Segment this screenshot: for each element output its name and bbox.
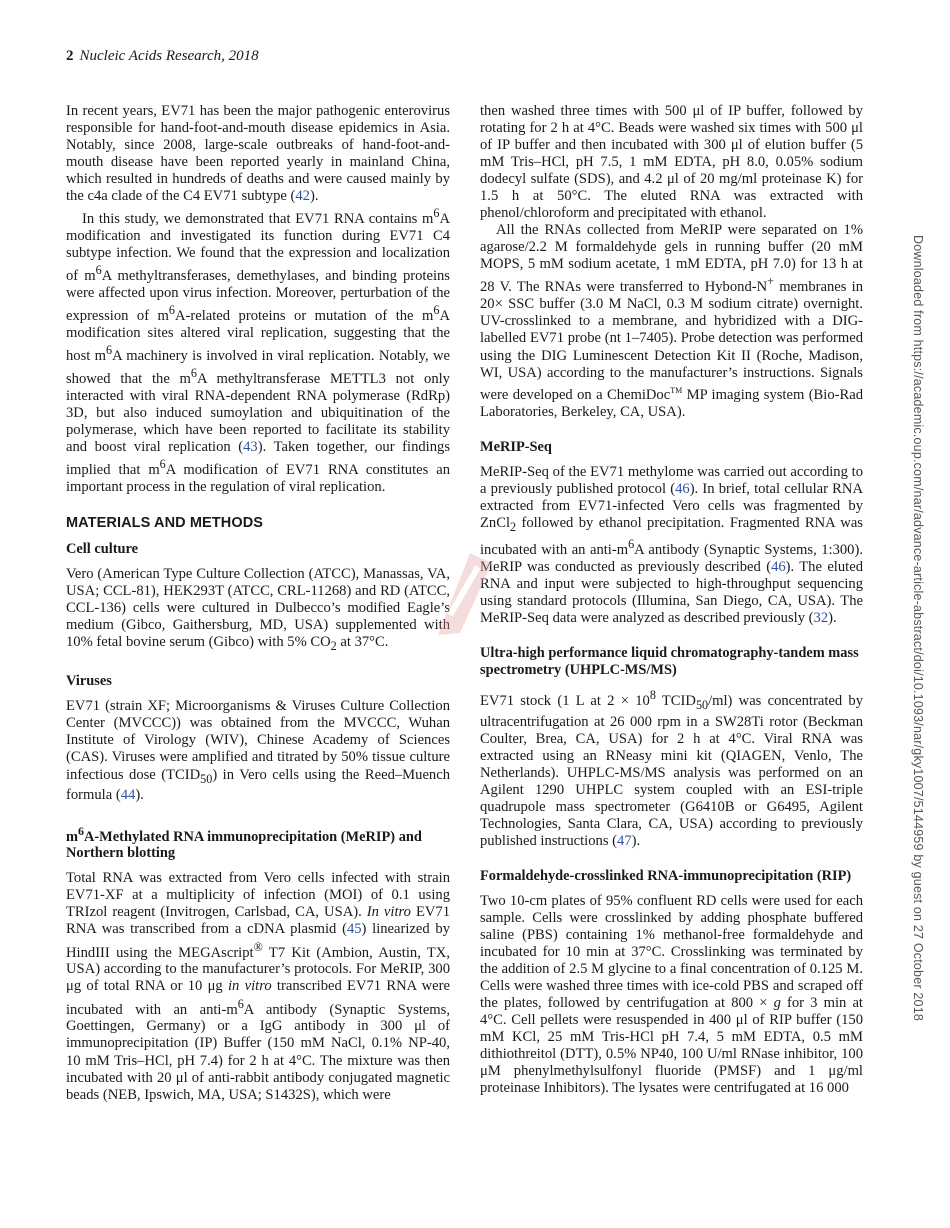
citation-link[interactable]: 46 [675, 480, 690, 497]
subsection-heading-cell-culture: Cell culture [66, 541, 139, 558]
subsection-heading-rip: Formaldehyde-crosslinked RNA-immunoprecipitation (RIP) [480, 867, 852, 884]
subsection-heading-uhplc: Ultra-high performance liquid chromatography-tandem mass spectrometry (UHPLC-MS/MS) [480, 644, 859, 678]
citation-link[interactable]: 43 [243, 439, 258, 456]
page-number: 2 [66, 48, 74, 64]
intro-paragraph-2: In this study, we demonstrated that EV71 RNA contains $m^6A$ modification and investigated its function during EV71 C4 subtype infection. We found that the expression and localization of $m^6A$ methyltransferases, demethylases, and binding proteins were affected upon virus infection. Moreover, perturbation of the expression of $m^6A$-related proteins or mutation of the $m^6A$ modification sites altered viral replication, suggesting that the host $m^6A$ machinery is involved in viral replication. Notably, we showed that the $m^6A$ methyltransferase METTL3 not only interacted with viral RNA-dependent RNA polymerase (RdRp) 3D, but also induced sumoylation and ubiquitination of the polymerase, which have been reported to facilitate its stability and boost viral replication (43). Taken together, our findings implied that $m^6A$ modification of EV71 RNA constitutes an important process in the regulation of viral replication. [66, 206, 450, 496]
subsection-heading-merip-northern: $m^6A$-Methylated RNA immunoprecipitation (MeRIP) and Northern blotting [66, 823, 422, 862]
uhplc-paragraph: EV71 stock (1 L at $2 \times 10^8$ $TCID_{50}/ml$) was concentrated by ultracentrifugation at 26 000 rpm in a SW28Ti rotor (Beckman Coulter, Brea, CA, USA) for 2 h at 4°C. Viral RNA was extracted using an RNeasy mini kit (QIAGEN, Venlo, The Netherlands). UHPLC-MS/MS analysis was performed on an Agilent 1290 UHPLC system coupled with an ESI-triple quadrupole mass spectrometer (G6410B or G6495, Agilent Technologies, Santa Clara, CA, USA) according to previously published instructions (47). [480, 687, 864, 849]
merip-seq-paragraph: MeRIP-Seq of the EV71 methylome was carried out according to a previously published protocol (46). In brief, total cellular RNA extracted from EV71-infected Vero cells was fragmented by ZnCl$_2$ followed by ethanol precipitation. Fragmented RNA was incubated with an anti-$m^6A$ antibody (Synaptic Systems, 1:300). MeRIP was conducted as previously described (46). The eluted RNA and input were subjected to high-throughput sequencing using standard protocols (Illumina, San Diego, CA, USA). The MeRIP-Seq data were analyzed as described previously (32). [480, 463, 863, 626]
subsection-heading-merip-seq: MeRIP-Seq [480, 438, 552, 455]
northern-blot-paragraph: All the RNAs collected from MeRIP were separated on 1% agarose/2.2 M formaldehyde gels in running buffer (20 mM MOPS, 5 mM sodium acetate, 1 mM EDTA, pH 7.0) for 13 h at 28 V. The RNAs were transferred to Hybond-N+ membranes in 20× SSC buffer (3.0 M NaCl, 0.3 M sodium citrate) overnight. UV-crosslinked to a membrane, and hybridized with a DIG-labelled EV71 probe (nt 1–7405). Probe detection was performed using the DIG Luminescent Detection Kit II (Roche, Madison, WI, USA) according to the manufacturer’s instructions. Signals were developed on a ChemiDoc™ MP imaging system (Bio-Rad Laboratories, Berkeley, CA, USA). [480, 222, 864, 420]
citation-link[interactable]: 46 [771, 558, 786, 575]
download-note: Downloaded from https://academic.oup.com/nar/advance-article-abstract/doi/10.1093/nar/gky1007/5144959 by guest on 27 October 2018 [911, 235, 925, 1021]
viruses-paragraph: EV71 (strain XF; Microorganisms & Viruses Culture Collection Center (MVCCC)) was obtained from the MVCCC, Wuhan Institute of Virology (WIV), Chinese Academy of Sciences (CAS). Viruses were amplified and titrated by 50% tissue culture infectious dose $(TCID_{50})$ in Vero cells using the Reed–Muench formula (44). [66, 698, 450, 804]
merip-continued-paragraph: then washed three times with 500 μl of IP buffer, followed by rotating for 2 h at 4°C. Beads were washed six times with 500 μl of IP buffer and then incubated with 300 μl of elution buffer (5 mM Tris–HCl, pH 7.5, 1 mM EDTA, pH 8.0, 0.05% sodium dodecyl sulfate (SDS), and 4.2 μl of 20 mg/ml proteinase K) for 1.5 h at 50°C. The eluted RNA was extracted with phenol/chloroform and precipitated with ethanol. [480, 103, 863, 222]
journal-name: Nucleic Acids Research, 2018 [79, 48, 259, 64]
citation-link[interactable]: 44 [120, 787, 136, 804]
merip-northern-paragraph: Total RNA was extracted from Vero cells infected with strain EV71-XF at a multiplicity of infection (MOI) of 0.1 using TRIzol reagent (Invitrogen, Carlsbad, CA, USA). In vitro EV71 RNA was transcribed from a cDNA plasmid (45) linearized by HindIII using the MEGAscript® T7 Kit (Ambion, Austin, TX, USA) according to the manufacturer’s protocols. For MeRIP, 300 μg of total RNA or 10 μg in vitro transcribed EV71 RNA were incubated with an anti-$m^6A$ antibody (Synaptic Systems, Goettingen, Germany) or a IgG antibody in 300 μl of immunoprecipitation (IP) Buffer (150 mM NaCl, 0.1% NP-40, 10 mM Tris–HCl, pH 7.4) for 2 h at 4°C. The mixture was then incubated with 20 μl of anti-rabbit antibody conjugated magnetic beads (NEB, Ipswich, MA, USA; S1432S), which were [66, 870, 450, 1103]
citation-link[interactable]: 32 [813, 609, 829, 626]
rip-paragraph: Two 10-cm plates of 95% confluent RD cells were used for each sample. Cells were crosslinked by adding phosphate buffered saline (PBS) containing 1% methanol-free formaldehyde and incubated for 10 min at 37°C. Crosslinking was terminated by the addition of 2.5 M glycine to a final concentration of 0.125 M. Cells were washed three times with ice-cold PBS and scraped off the plates, followed by centrifugation at 800 × g for 3 min at 4°C. Cell pellets were resuspended in 400 μl of RIP buffer (150 mM KCl, 25 mM Tris-HCl pH 7.4, 5 mM EDTA, 0.5 mM dithiothreitol (DTT), 0.5% NP40, 100 U/ml RNase inhibitor, 100 μM phenylmethylsulfonyl fluoride (PMSF) and 1 μg/ml proteinase Inhibitors). The lysates were centrifugated at 16 000 [480, 892, 863, 1097]
section-heading: MATERIALS AND METHODS [66, 515, 264, 532]
citation-link[interactable]: 42 [295, 188, 310, 205]
running-header [66, 48, 259, 65]
intro-paragraph-1: In recent years, EV71 has been the major pathogenic enterovirus responsible for hand-foot-and-mouth disease epidemics in Asia. Notably, since 2008, large-scale outbreaks of hand-foot-and-mouth disease have been reported yearly in mainland China, which resulted in hundreds of deaths and were caused mainly by the c4a clade of the C4 EV71 subtype (42). [66, 103, 450, 205]
citation-link[interactable]: 45 [346, 921, 362, 938]
subsection-heading-viruses: Viruses [66, 673, 112, 690]
right-column [480, 103, 863, 1098]
cell-culture-paragraph: Vero (American Type Culture Collection (ATCC), Manassas, VA, USA; CCL-81), HEK293T (ATCC, CRL-11268) and RD (ATCC, CCL-136) cells were cultured in Dulbecco’s modified Eagle’s medium (Gibco, Gaithersburg, MD, USA) supplemented with 10% fetal bovine serum (Gibco) with 5% $CO_2$ at 37°C. [66, 566, 450, 654]
left-column [66, 103, 450, 1104]
citation-link[interactable]: 47 [617, 832, 632, 849]
